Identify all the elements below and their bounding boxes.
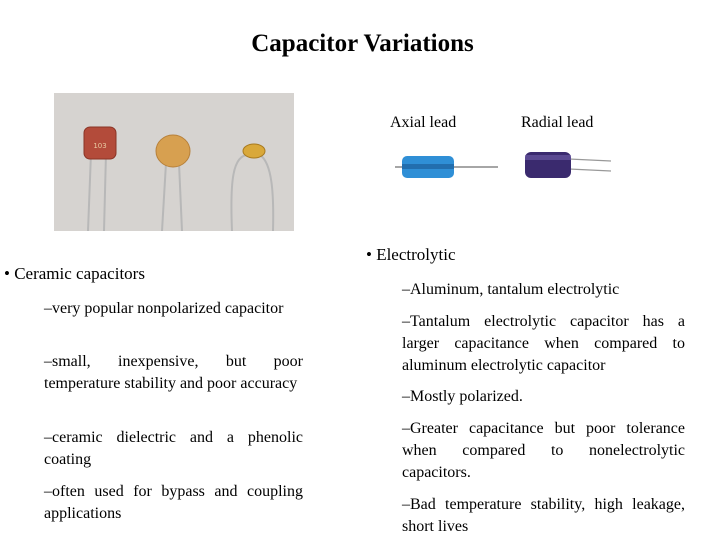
radial-lead-capacitor-photo <box>521 147 611 183</box>
electrolytic-item: –Tantalum electrolytic capacitor has a larger capacitance when compared to aluminum electrolytic capacitor <box>402 313 685 374</box>
slide-title: Capacitor Variations <box>251 30 474 57</box>
electrolytic-item: –Aluminum, tantalum electrolytic <box>402 281 620 298</box>
ceramic-capacitors-photo <box>54 93 294 231</box>
radial-capacitor-drawing <box>521 147 611 183</box>
electrolytic-item: –Greater capacitance but poor tolerance when compared to nonelectrolytic capacitors. <box>402 420 685 481</box>
radial-lead-label: Radial lead <box>521 114 594 131</box>
electrolytic-item: –Mostly polarized. <box>402 388 523 405</box>
ceramic-item: –ceramic dielectric and a phenolic coating <box>44 429 303 468</box>
axial-capacitor-drawing <box>395 150 498 186</box>
ceramic-item: –very popular nonpolarized capacitor <box>44 300 284 317</box>
ceramic-capacitors-heading: • Ceramic capacitors <box>4 264 145 283</box>
axial-lead-label: Axial lead <box>390 114 457 131</box>
ceramic-capacitors-drawing <box>54 93 294 231</box>
electrolytic-item: –Bad temperature stability, high leakage, short lives <box>402 496 685 535</box>
ceramic-item: –often used for bypass and coupling applications <box>44 483 303 522</box>
electrolytic-heading: • Electrolytic <box>366 245 456 264</box>
axial-lead-capacitor-photo <box>395 150 498 186</box>
ceramic-item: –small, inexpensive, but poor temperature stability and poor accuracy <box>44 353 303 392</box>
svg-text:103: 103 <box>93 142 107 150</box>
